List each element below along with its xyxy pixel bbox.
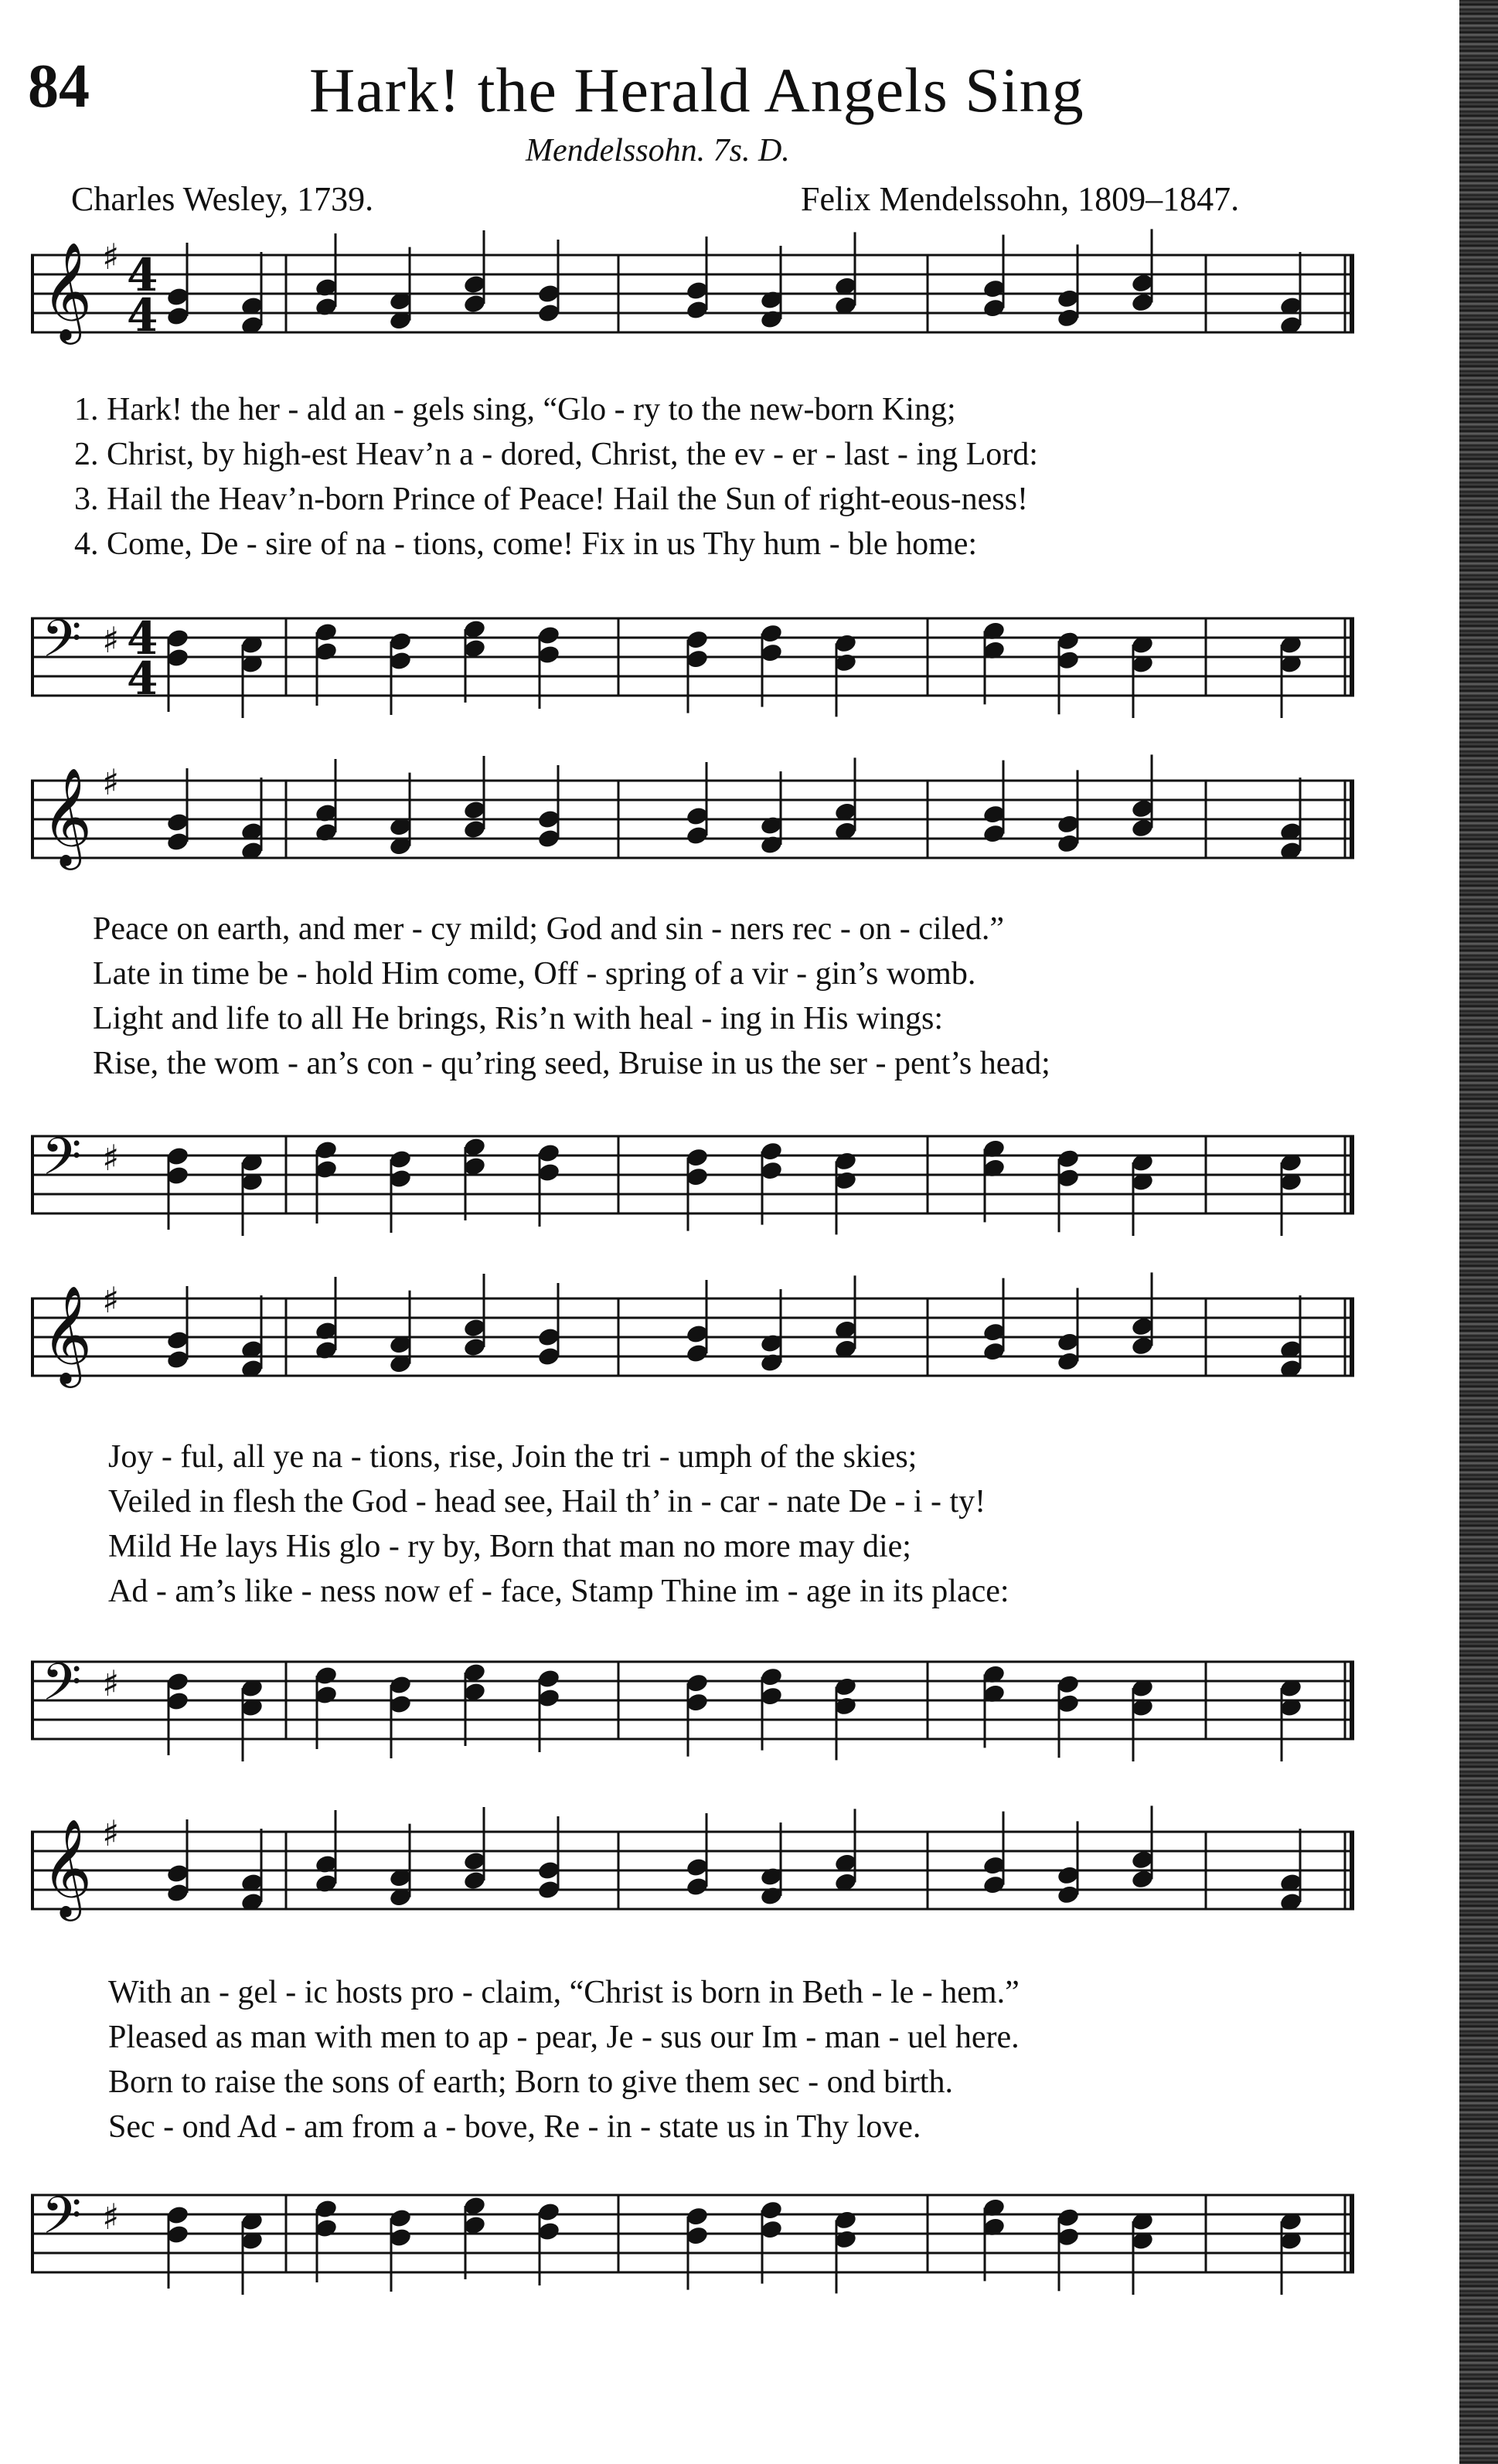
- bass-clef-icon: 𝄢: [42, 1127, 82, 1199]
- tune-name: Mendelssohn. 7s. D.: [526, 133, 790, 168]
- time-signature-top: 4: [127, 612, 158, 665]
- key-signature-sharp-icon: ♯: [102, 1279, 120, 1321]
- treble-clef-icon: 𝄞: [42, 241, 93, 340]
- treble-clef-icon: 𝄞: [42, 1285, 93, 1383]
- bass-staff: [31, 1652, 1354, 1739]
- treble-staff: [31, 1279, 1354, 1383]
- music-system-1: [31, 236, 1354, 734]
- bass-staff: [31, 2186, 1354, 2272]
- time-signature-bottom: 4: [127, 289, 158, 342]
- key-signature-sharp-icon: ♯: [102, 2196, 120, 2238]
- music-system-2: [31, 761, 1354, 1260]
- hymn-number: 84: [28, 53, 90, 121]
- music-system-4: [31, 1812, 1354, 2311]
- treble-staff: [31, 761, 1354, 866]
- bass-clef-icon: 𝄢: [42, 1652, 82, 1724]
- lyric-line-stanza-1: With an - gel - ic hosts pro - claim, “Christ is born in Beth - le - hem.”: [108, 1975, 1020, 2010]
- bass-staff: [31, 609, 1354, 705]
- lyric-line-stanza-4: Sec - ond Ad - am from a - bove, Re - in - state us in Thy love.: [108, 2109, 921, 2145]
- time-signature-bottom: 4: [127, 652, 158, 705]
- bass-clef-icon: 𝄢: [42, 609, 82, 681]
- key-signature-sharp-icon: ♯: [102, 236, 120, 277]
- bass-staff: [31, 1127, 1354, 1213]
- text-author: Charles Wesley, 1739.: [71, 180, 374, 218]
- lyric-line-stanza-4: 4. Come, De - sire of na - tions, come! Fix in us Thy hum - ble home:: [74, 526, 978, 562]
- time-signature-top: 4: [127, 249, 158, 301]
- lyric-line-stanza-4: Ad - am’s like - ness now ef - face, Stamp Thine im - age in its place:: [108, 1574, 1009, 1609]
- key-signature-sharp-icon: ♯: [102, 1137, 120, 1179]
- page-binding-edge: [1459, 0, 1498, 2464]
- bass-clef-icon: 𝄢: [42, 2186, 82, 2258]
- hymn-title: Hark! the Herald Angels Sing: [309, 55, 1084, 125]
- lyric-line-stanza-3: 3. Hail the Heav’n-born Prince of Peace! Hail the Sun of right-eous-ness!: [74, 482, 1028, 517]
- lyric-line-stanza-2: Veiled in flesh the God - head see, Hail th’ in - car - nate De - i - ty!: [108, 1484, 986, 1520]
- music-system-3: [31, 1279, 1354, 1778]
- lyric-line-stanza-2: 2. Christ, by high-est Heav’n a - dored, Christ, the ev - er - last - ing Lord:: [74, 437, 1038, 472]
- treble-staff: [31, 1812, 1354, 1917]
- key-signature-sharp-icon: ♯: [102, 1663, 120, 1704]
- key-signature-sharp-icon: ♯: [102, 619, 120, 661]
- key-signature-sharp-icon: ♯: [102, 1812, 120, 1854]
- lyric-line-stanza-4: Rise, the wom - an’s con - qu’ring seed, Bruise in us the ser - pent’s head;: [93, 1046, 1050, 1081]
- lyric-line-stanza-1: Peace on earth, and mer - cy mild; God and sin - ners rec - on - ciled.”: [93, 911, 1005, 947]
- lyric-line-stanza-3: Born to raise the sons of earth; Born to give them sec - ond birth.: [108, 2064, 953, 2100]
- key-signature-sharp-icon: ♯: [102, 761, 120, 803]
- lyric-line-stanza-1: 1. Hark! the her - ald an - gels sing, “Glo - ry to the new-born King;: [74, 392, 956, 427]
- lyric-line-stanza-2: Pleased as man with men to ap - pear, Je - sus our Im - man - uel here.: [108, 2020, 1020, 2055]
- treble-staff: [31, 236, 1354, 342]
- lyric-line-stanza-3: Mild He lays His glo - ry by, Born that man no more may die;: [108, 1529, 911, 1564]
- treble-clef-icon: 𝄞: [42, 1818, 93, 1917]
- lyric-line-stanza-3: Light and life to all He brings, Ris’n with heal - ing in His wings:: [93, 1001, 944, 1036]
- treble-clef-icon: 𝄞: [42, 767, 93, 866]
- music-composer: Felix Mendelssohn, 1809–1847.: [801, 180, 1240, 218]
- lyric-line-stanza-2: Late in time be - hold Him come, Off - spring of a vir - gin’s womb.: [93, 956, 976, 992]
- lyric-line-stanza-1: Joy - ful, all ye na - tions, rise, Join the tri - umph of the skies;: [108, 1439, 918, 1475]
